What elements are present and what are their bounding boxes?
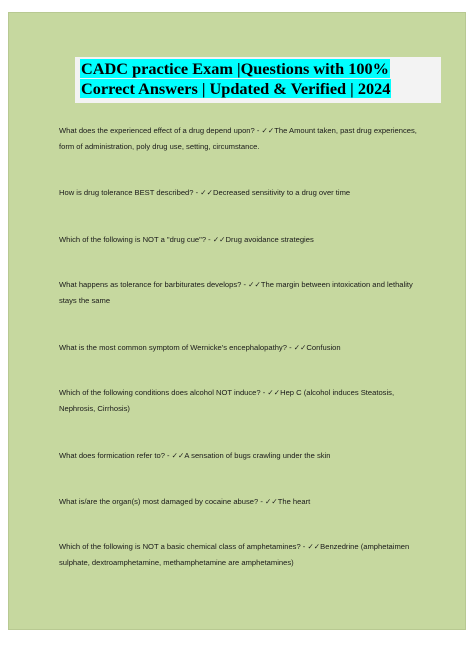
- question-answer-2: How is drug tolerance BEST described? - ✓✓Decreased sensitivity to a drug over time: [59, 188, 351, 197]
- question-answer-6: Which of the following conditions does alcohol NOT induce? - ✓✓Hep C (alcohol induces Steatosis, Nephrosis, Cirrhosis): [59, 388, 395, 413]
- question-answer-8: What is/are the organ(s) most damaged by cocaine abuse? - ✓✓The heart: [59, 497, 311, 506]
- question-answer-5: What is the most common symptom of Wernicke's encephalopathy? - ✓✓Confusion: [59, 343, 341, 352]
- title-block: [75, 57, 441, 103]
- question-answer-4: What happens as tolerance for barbiturates develops? - ✓✓The margin between intoxication and lethality stays the same: [59, 280, 413, 305]
- question-answer-7: What does formication refer to? - ✓✓A sensation of bugs crawling under the skin: [59, 451, 331, 460]
- title-line-2: Correct Answers | Updated & Verified | 2024: [81, 79, 391, 98]
- title-line-1: CADC practice Exam |Questions with 100%: [81, 59, 389, 78]
- question-answer-9: Which of the following is NOT a basic chemical class of amphetamines? - ✓✓Benzedrine (amphetaimen sulphate, dextroamphetamine, methamphetamine are amphetamines): [59, 542, 410, 567]
- document-page: [8, 12, 466, 630]
- document-title: [80, 59, 436, 99]
- question-answer-3: Which of the following is NOT a "drug cue"? - ✓✓Drug avoidance strategies: [59, 235, 314, 244]
- question-answer-1: What does the experienced effect of a drug depend upon? - ✓✓The Amount taken, past drug experiences, form of administration, poly drug use, setting, circumstance.: [59, 126, 417, 151]
